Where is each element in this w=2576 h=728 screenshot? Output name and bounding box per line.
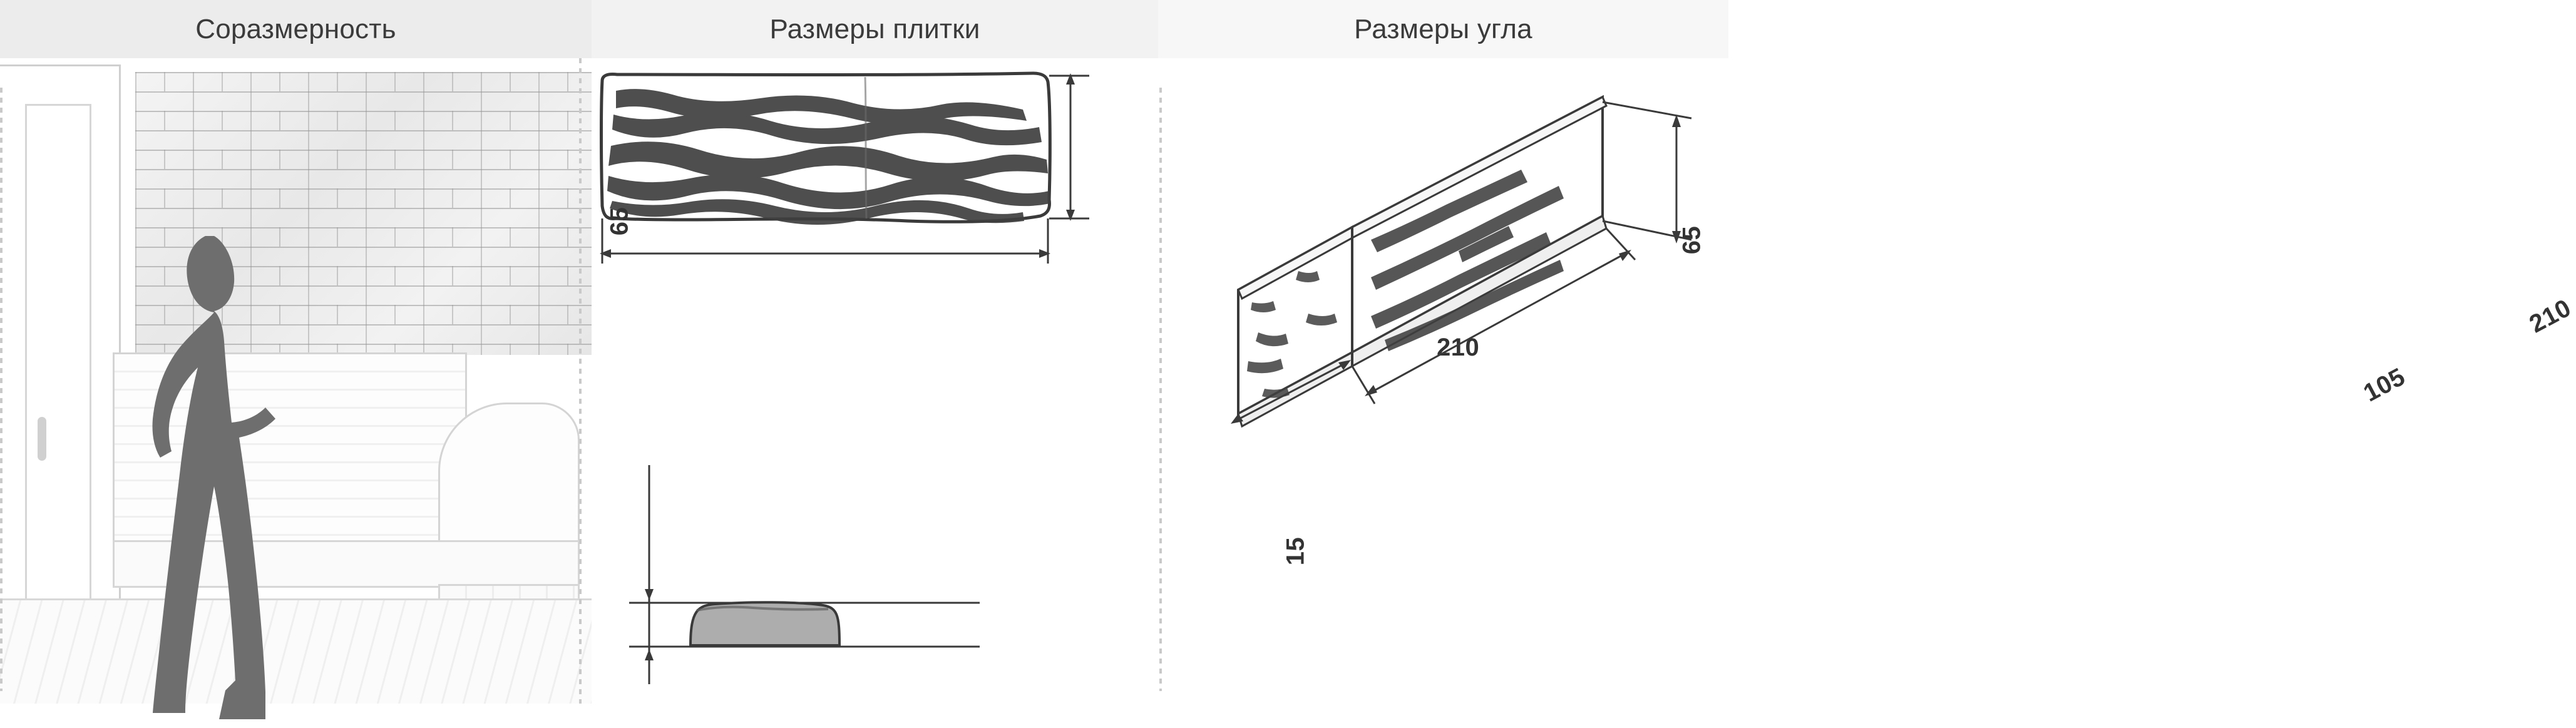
tile-length-label: 210 bbox=[1437, 334, 1480, 361]
vertical-divider-left bbox=[0, 88, 3, 691]
panel-proportion-title: Соразмерность bbox=[0, 0, 592, 58]
panel-divider-dots bbox=[579, 58, 582, 704]
woman-silhouette-icon bbox=[131, 227, 313, 728]
corner-tile-drawing bbox=[1164, 83, 1728, 471]
door-leaf-icon bbox=[25, 104, 91, 615]
tile-face-drawing bbox=[595, 66, 1133, 316]
panel-corner-size bbox=[1158, 0, 2576, 704]
tile-thickness-label: 15 bbox=[1281, 536, 1310, 566]
panel-corner-size-body bbox=[1158, 58, 2576, 704]
panel-proportion-body bbox=[0, 58, 592, 704]
panel-proportion bbox=[0, 0, 592, 704]
corner-short-leg-label: 105 bbox=[2359, 362, 2410, 408]
panel-corner-size-title: Размеры угла bbox=[1158, 0, 1728, 58]
corner-long-leg-label: 210 bbox=[2525, 294, 2576, 339]
panel-tile-size-body bbox=[592, 58, 1480, 704]
corner-height-label: 65 bbox=[1677, 225, 1705, 255]
door-handle-icon bbox=[38, 417, 46, 461]
door-frame-icon bbox=[0, 64, 121, 647]
panel-tile-size-title: Размеры плитки bbox=[592, 0, 1158, 58]
tile-height-label: 65 bbox=[605, 207, 634, 236]
room-scene-illustration bbox=[0, 58, 592, 704]
vertical-divider-right bbox=[1159, 88, 1162, 691]
tile-thickness-drawing bbox=[617, 446, 1055, 697]
